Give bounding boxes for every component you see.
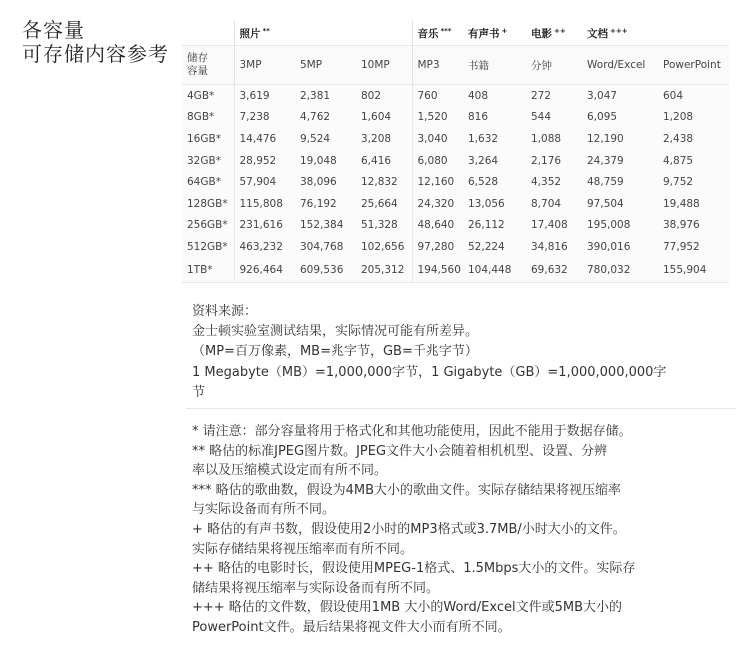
capacity-cell: 16GB*: [182, 128, 234, 150]
table-cell: 77,952: [658, 236, 729, 258]
table-cell: 7,238: [234, 107, 295, 129]
table-cell: 97,280: [412, 236, 463, 258]
table-cell: 604: [658, 85, 729, 107]
group-header-music: 音乐 ***: [412, 21, 463, 46]
table-row: [182, 171, 729, 193]
group-header-movies: 电影 ++: [531, 26, 566, 40]
table-row: [182, 128, 729, 150]
table-cell: 760: [412, 85, 463, 107]
table-cell: 3,047: [582, 85, 658, 107]
column-header: 5MP: [295, 46, 356, 85]
column-header: 3MP: [234, 46, 295, 85]
capacity-cell: 256GB*: [182, 215, 234, 237]
table-cell: 194,560: [412, 258, 463, 283]
source-line: 节: [192, 384, 206, 400]
note-line: + 略估的有声书数，假设使用2小时的MP3格式或3.7MB/小时大小的文件。: [192, 521, 626, 537]
column-header: 书籍: [463, 46, 526, 85]
table-cell: 1,604: [356, 107, 412, 129]
source-heading: 资料来源：: [192, 304, 258, 319]
table-cell: 48,640: [412, 215, 463, 237]
table-cell: 97,504: [582, 193, 658, 215]
table-row: [182, 107, 729, 129]
note-line: 与实际设备而有所不同。: [192, 502, 336, 518]
table-cell: 272: [526, 85, 582, 107]
group-header-photos: 照片 **: [234, 21, 412, 46]
table-cell: 816: [463, 107, 526, 129]
table-cell: 26,112: [463, 215, 526, 237]
section-divider: [186, 408, 736, 409]
group-header-row: [182, 21, 729, 46]
table-cell: 4,762: [295, 107, 356, 129]
table-row: [182, 215, 729, 237]
table-cell: 34,816: [526, 236, 582, 258]
table-cell: 12,832: [356, 171, 412, 193]
capacity-cell: 4GB*: [182, 85, 234, 107]
table-cell: 12,160: [412, 171, 463, 193]
table-cell: 19,488: [658, 193, 729, 215]
page-title-line1: 各容量: [22, 18, 85, 42]
table-cell: 9,752: [658, 171, 729, 193]
source-section: [192, 302, 666, 403]
note-line: +++ 略估的文件数，假设使用1MB 大小的Word/Excel文件或5MB大小的: [192, 600, 622, 616]
source-line: （MP=百万像素，MB=兆字节，GB=千兆字节）: [192, 344, 478, 360]
group-header-empty: [182, 21, 234, 46]
table-cell: 2,381: [295, 85, 356, 107]
table-cell: 2,176: [526, 150, 582, 172]
capacity-table-body: [182, 85, 729, 283]
table-cell: 6,528: [463, 171, 526, 193]
note-line: PowerPoint文件。最后结果将视文件大小而有所不同。: [192, 619, 511, 635]
capacity-column-header: 储存 容量: [182, 46, 234, 85]
page-title: [22, 18, 169, 66]
source-line: 1 Megabyte（MB）=1,000,000字节，1 Gigabyte（GB）=1,000,000,000字: [192, 364, 667, 380]
table-cell: 102,656: [356, 236, 412, 258]
table-row: [182, 193, 729, 215]
table-cell: 463,232: [234, 236, 295, 258]
notes-section: [192, 422, 635, 638]
table-cell: 408: [463, 85, 526, 107]
table-cell: 3,264: [463, 150, 526, 172]
column-header: PowerPoint: [658, 46, 729, 85]
column-header: 10MP: [356, 46, 412, 85]
table-cell: 1,208: [658, 107, 729, 129]
table-cell: 115,808: [234, 193, 295, 215]
table-cell: 51,328: [356, 215, 412, 237]
table-cell: 19,048: [295, 150, 356, 172]
table-cell: 17,408: [526, 215, 582, 237]
capacity-table: [182, 21, 729, 283]
group-header-documents: 文档 +++: [587, 26, 628, 40]
table-cell: 390,016: [582, 236, 658, 258]
table-cell: 205,312: [356, 258, 412, 283]
table-cell: 802: [356, 85, 412, 107]
table-cell: 38,096: [295, 171, 356, 193]
table-cell: 6,080: [412, 150, 463, 172]
column-header-row: [182, 46, 729, 85]
table-cell: 24,379: [582, 150, 658, 172]
table-cell: 6,095: [582, 107, 658, 129]
table-cell: 28,952: [234, 150, 295, 172]
table-cell: 195,008: [582, 215, 658, 237]
table-row: [182, 85, 729, 107]
table-cell: 155,904: [658, 258, 729, 283]
table-cell: 1,088: [526, 128, 582, 150]
table-cell: 609,536: [295, 258, 356, 283]
note-line: *** 略估的歌曲数，假设为4MB大小的歌曲文件。实际存储结果将视压缩率: [192, 482, 622, 498]
note-line: ** 略估的标准JPEG图片数。JPEG文件大小会随着相机机型、设置、分辨: [192, 443, 608, 459]
table-cell: 24,320: [412, 193, 463, 215]
capacity-cell: 1TB*: [182, 258, 234, 283]
note-line: * 请注意：部分容量将用于格式化和其他功能使用，因此不能用于数据存储。: [192, 424, 632, 439]
table-cell: 9,524: [295, 128, 356, 150]
table-cell: 38,976: [658, 215, 729, 237]
table-cell: 4,875: [658, 150, 729, 172]
table-cell: 12,190: [582, 128, 658, 150]
table-cell: 25,664: [356, 193, 412, 215]
capacity-cell: 32GB*: [182, 150, 234, 172]
table-cell: 926,464: [234, 258, 295, 283]
capacity-cell: 8GB*: [182, 107, 234, 129]
table-cell: 52,224: [463, 236, 526, 258]
table-cell: 304,768: [295, 236, 356, 258]
column-header: 分钟: [526, 46, 582, 85]
table-row: [182, 258, 729, 283]
table-cell: 3,040: [412, 128, 463, 150]
table-cell: 14,476: [234, 128, 295, 150]
table-cell: 3,619: [234, 85, 295, 107]
source-line: 金士顿实验室测试结果，实际情况可能有所差异。: [192, 324, 479, 340]
table-cell: 6,416: [356, 150, 412, 172]
table-cell: 48,759: [582, 171, 658, 193]
table-cell: 780,032: [582, 258, 658, 283]
table-cell: 104,448: [463, 258, 526, 283]
table-cell: 3,208: [356, 128, 412, 150]
table-cell: 1,632: [463, 128, 526, 150]
note-line: 储结果将视压缩率与实际设备而有所不同。: [192, 580, 440, 596]
table-cell: 13,056: [463, 193, 526, 215]
capacity-cell: 64GB*: [182, 171, 234, 193]
table-cell: 152,384: [295, 215, 356, 237]
table-row: [182, 150, 729, 172]
note-line: 率以及压缩模式设定而有所不同。: [192, 463, 388, 479]
table-row: [182, 236, 729, 258]
note-line: ++ 略估的电影时长，假设使用MPEG-1格式、1.5Mbps大小的文件。实际存: [192, 561, 636, 577]
table-cell: 76,192: [295, 193, 356, 215]
table-cell: 8,704: [526, 193, 582, 215]
capacity-cell: 512GB*: [182, 236, 234, 258]
table-cell: 69,632: [526, 258, 582, 283]
note-line: 实际存储结果将视压缩率而有所不同。: [192, 541, 414, 557]
table-cell: 1,520: [412, 107, 463, 129]
column-header: MP3: [412, 46, 463, 85]
capacity-cell: 128GB*: [182, 193, 234, 215]
column-header: Word/Excel: [582, 46, 658, 85]
table-cell: 4,352: [526, 171, 582, 193]
table-cell: 544: [526, 107, 582, 129]
table-cell: 2,438: [658, 128, 729, 150]
group-header-audiobooks: 有声书 +: [468, 26, 508, 40]
page-title-line2: 可存储内容参考: [22, 42, 169, 66]
table-cell: 57,904: [234, 171, 295, 193]
table-cell: 231,616: [234, 215, 295, 237]
